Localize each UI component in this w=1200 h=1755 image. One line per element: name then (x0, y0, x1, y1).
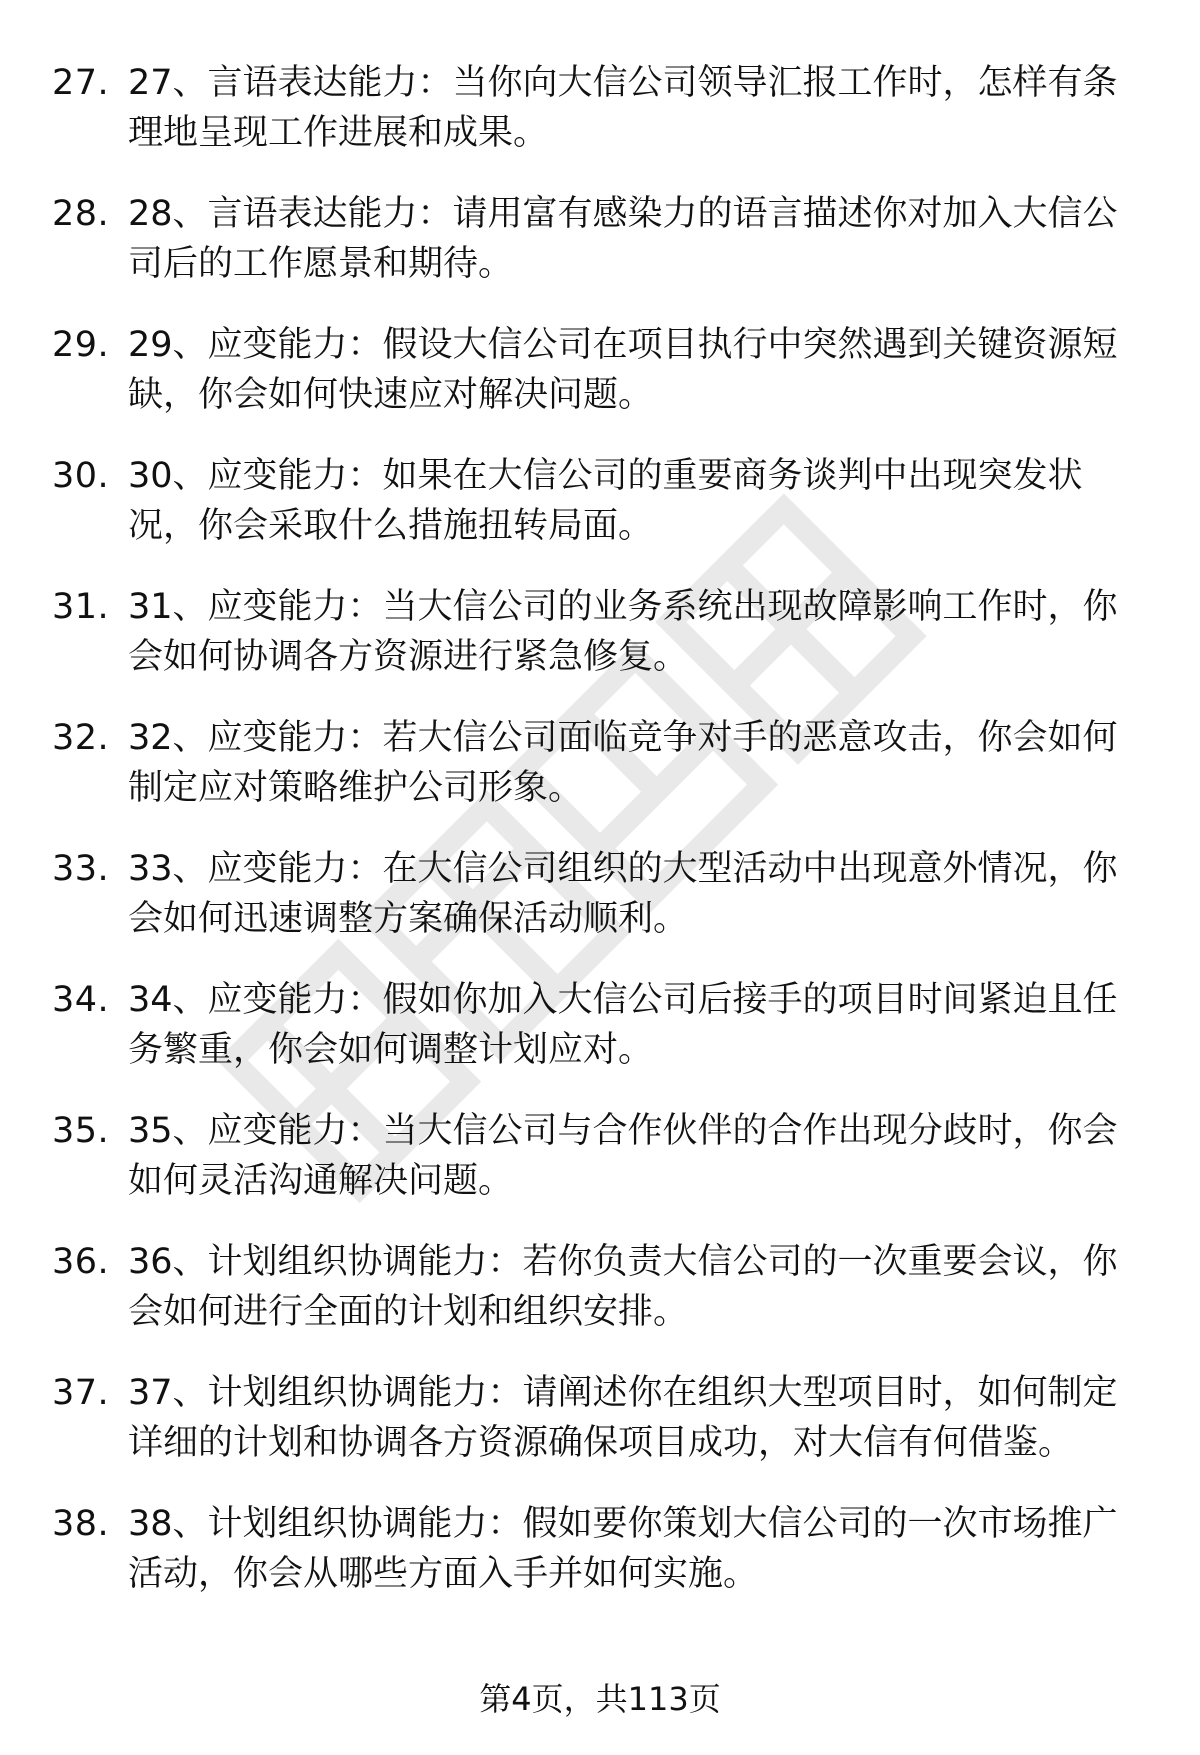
list-item (0, 1368, 1200, 1499)
list-item (0, 451, 1200, 582)
item-number: 30. (52, 456, 110, 496)
item-text: 35、应变能力：当大信公司与合作伙伴的合作出现分歧时，你会如何灵活沟通解决问题。 (128, 1111, 1118, 1201)
item-text: 33、应变能力：在大信公司组织的大型活动中出现意外情况，你会如何迅速调整方案确保活动顺利。 (128, 849, 1118, 939)
item-number: 27. (52, 63, 110, 103)
list-item (0, 320, 1200, 451)
item-number: 33. (52, 849, 110, 889)
item-number: 32. (52, 718, 110, 758)
item-number: 29. (52, 325, 110, 365)
item-number: 28. (52, 194, 110, 234)
item-text: 38、计划组织协调能力：假如要你策划大信公司的一次市场推广活动，你会从哪些方面入手并如何实施。 (128, 1504, 1118, 1594)
list-item (0, 844, 1200, 975)
item-text: 30、应变能力：如果在大信公司的重要商务谈判中出现突发状况，你会采取什么措施扭转局面。 (128, 456, 1083, 546)
item-text: 31、应变能力：当大信公司的业务系统出现故障影响工作时，你会如何协调各方资源进行紧急修复。 (128, 587, 1118, 677)
item-text: 37、计划组织协调能力：请阐述你在组织大型项目时，如何制定详细的计划和协调各方资源确保项目成功，对大信有何借鉴。 (128, 1373, 1118, 1463)
list-item (0, 1237, 1200, 1368)
item-number: 37. (52, 1373, 110, 1413)
list-item (0, 713, 1200, 844)
item-text: 28、言语表达能力：请用富有感染力的语言描述你对加入大信公司后的工作愿景和期待。 (128, 194, 1118, 284)
list-item (0, 189, 1200, 320)
item-text: 32、应变能力：若大信公司面临竞争对手的恶意攻击，你会如何制定应对策略维护公司形象。 (128, 718, 1118, 808)
item-text: 29、应变能力：假设大信公司在项目执行中突然遇到关键资源短缺，你会如何快速应对解决问题。 (128, 325, 1118, 415)
list-item (0, 975, 1200, 1106)
item-number: 31. (52, 587, 110, 627)
list-item (0, 1499, 1200, 1630)
list-item (0, 1106, 1200, 1237)
item-text: 34、应变能力：假如你加入大信公司后接手的项目时间紧迫且任务繁重，你会如何调整计划应对。 (128, 980, 1118, 1070)
item-number: 34. (52, 980, 110, 1020)
page-footer (0, 1677, 1200, 1721)
item-number: 35. (52, 1111, 110, 1151)
list-item (0, 582, 1200, 713)
list-item (0, 58, 1200, 189)
question-list (0, 58, 1200, 1630)
item-text: 27、言语表达能力：当你向大信公司领导汇报工作时，怎样有条理地呈现工作进展和成果。 (128, 63, 1118, 153)
page-number-label: 第4页，共113页 (479, 1680, 721, 1718)
item-number: 38. (52, 1504, 110, 1544)
item-text: 36、计划组织协调能力：若你负责大信公司的一次重要会议，你会如何进行全面的计划和组织安排。 (128, 1242, 1118, 1332)
item-number: 36. (52, 1242, 110, 1282)
